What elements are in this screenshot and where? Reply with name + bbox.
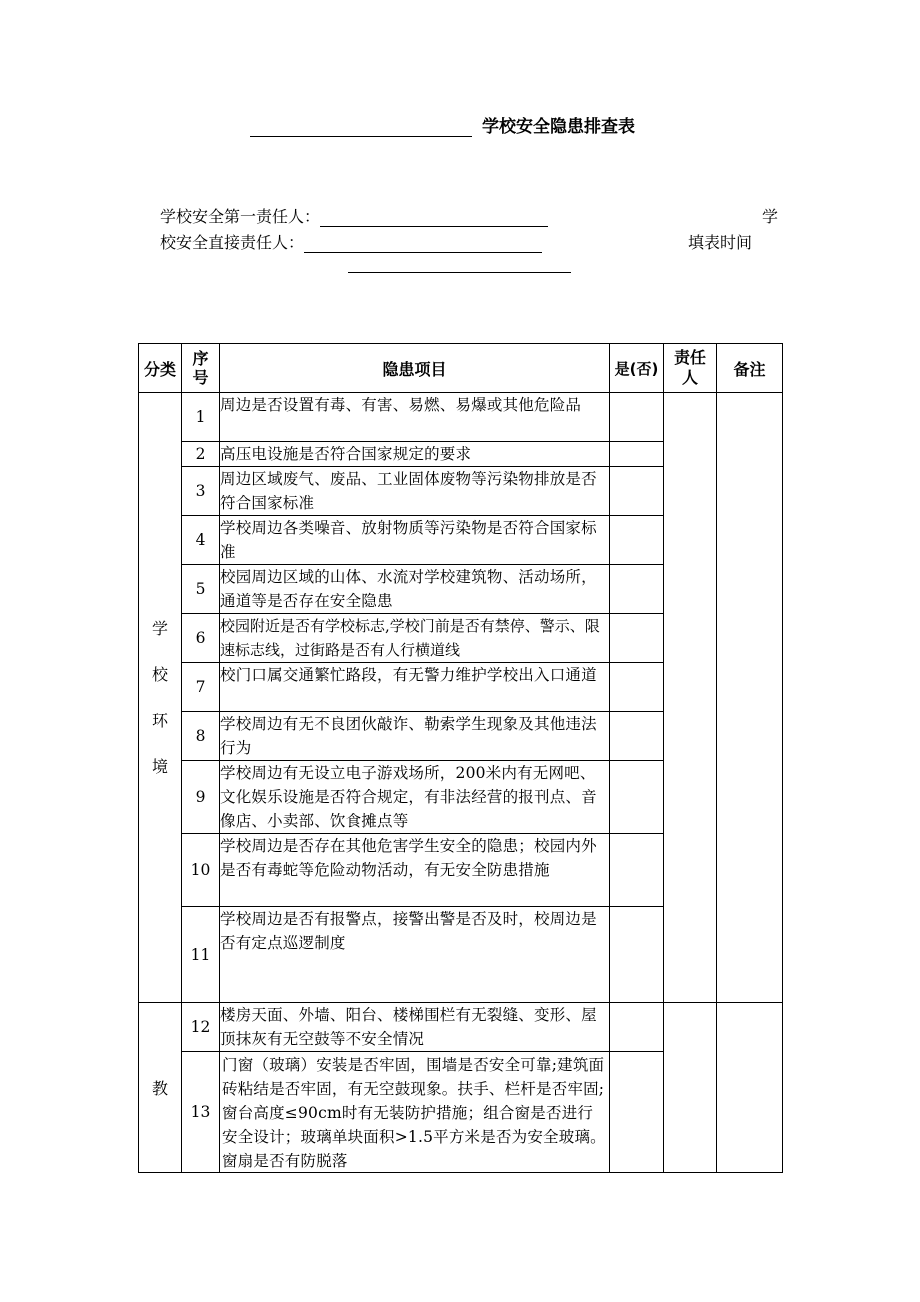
category-char: 境 bbox=[151, 756, 168, 776]
hazard-item-text: 校园周边区域的山体、水流对学校建筑物、活动场所，通道等是否存在安全隐患 bbox=[220, 565, 610, 614]
row-number: 5 bbox=[182, 565, 220, 614]
row-number: 4 bbox=[182, 516, 220, 565]
yes-no-cell[interactable] bbox=[610, 614, 664, 663]
yes-no-cell[interactable] bbox=[610, 712, 664, 761]
row-number: 2 bbox=[182, 442, 220, 467]
category-char: 学 bbox=[151, 618, 168, 638]
hazard-item-text: 校园附近是否有学校标志,学校门前是否有禁停、警示、限速标志线，过街路是否有人行横道线 bbox=[220, 614, 610, 663]
fill-time-line bbox=[348, 254, 571, 273]
yes-no-cell[interactable] bbox=[610, 1052, 664, 1173]
direct-responsible-line bbox=[160, 230, 542, 253]
yes-no-cell[interactable] bbox=[610, 565, 664, 614]
yes-no-cell[interactable] bbox=[610, 393, 664, 442]
table-row bbox=[139, 393, 783, 442]
page-title bbox=[250, 112, 635, 137]
first-responsible-line bbox=[160, 204, 548, 227]
row-number: 7 bbox=[182, 663, 220, 712]
school-name-blank[interactable] bbox=[250, 119, 472, 137]
header-seq-text: 序号 bbox=[192, 349, 209, 387]
hazard-item-text: 学校周边是否有报警点，接警出警是否及时，校周边是否有定点巡逻制度 bbox=[220, 907, 610, 1003]
header-category: 分类 bbox=[139, 344, 182, 393]
row-number: 3 bbox=[182, 467, 220, 516]
yes-no-cell[interactable] bbox=[610, 1003, 664, 1052]
first-responsible-field[interactable] bbox=[320, 210, 548, 227]
yes-no-cell[interactable] bbox=[610, 442, 664, 467]
yes-no-cell[interactable] bbox=[610, 516, 664, 565]
hazard-item-text: 学校周边是否存在其他危害学生安全的隐患；校园内外是否有毒蛇等危险动物活动，有无安全防患措施 bbox=[220, 834, 610, 907]
responsible-cell[interactable] bbox=[664, 393, 717, 1003]
hazard-item-text: 周边区域废气、废品、工业固体废物等污染物排放是否符合国家标准 bbox=[220, 467, 610, 516]
yes-no-cell[interactable] bbox=[610, 467, 664, 516]
row-number: 10 bbox=[182, 834, 220, 907]
row-number: 13 bbox=[182, 1052, 220, 1173]
direct-responsible-label: 校安全直接责任人： bbox=[160, 233, 305, 252]
row-number: 11 bbox=[182, 907, 220, 1003]
header-seq bbox=[182, 344, 220, 393]
table-row bbox=[139, 1003, 783, 1052]
row-number: 6 bbox=[182, 614, 220, 663]
row-number: 1 bbox=[182, 393, 220, 442]
fill-time-label: 填表时间 bbox=[688, 233, 753, 252]
header-item: 隐患项目 bbox=[220, 344, 610, 393]
yes-no-cell[interactable] bbox=[610, 663, 664, 712]
category-char: 环 bbox=[151, 710, 168, 730]
hazard-item-text: 楼房天面、外墙、阳台、楼梯围栏有无裂缝、变形、屋顶抹灰有无空鼓等不安全情况 bbox=[220, 1003, 610, 1052]
hazard-item-text: 学校周边有无不良团伙敲诈、勒索学生现象及其他违法行为 bbox=[220, 712, 610, 761]
first-responsible-label: 学校安全第一责任人： bbox=[160, 207, 321, 226]
header-responsible-text: 责任人 bbox=[673, 348, 706, 387]
hazard-item-text: 高压电设施是否符合国家规定的要求 bbox=[220, 442, 610, 467]
table-header-row bbox=[139, 344, 783, 393]
row-number: 9 bbox=[182, 761, 220, 834]
category-teaching bbox=[139, 1003, 182, 1173]
header-note: 备注 bbox=[717, 344, 783, 393]
header-responsible bbox=[664, 344, 717, 393]
yes-no-cell[interactable] bbox=[610, 834, 664, 907]
category-char: 教 bbox=[151, 1079, 168, 1098]
title-text: 学校安全隐患排查表 bbox=[482, 117, 635, 137]
note-cell[interactable] bbox=[717, 1003, 783, 1173]
direct-responsible-field[interactable] bbox=[304, 236, 542, 253]
hazard-item-text: 学校周边各类噪音、放射物质等污染物是否符合国家标准 bbox=[220, 516, 610, 565]
hazard-item-text: 周边是否设置有毒、有害、易燃、易爆或其他危险品 bbox=[220, 393, 610, 442]
fill-time-field[interactable] bbox=[348, 256, 571, 273]
hazard-item-text-clip: 门窗（玻璃）安装是否牢固，围墙是否安全可靠;建筑面砖粘结是否牢固，有无空鼓现象。扶手、栏杆是否牢固;窗台高度≤90cm时有无装防护措施；组合窗是否进行安全设计；玻璃单块面积>1.5平方米是否为安全玻璃。窗扇是否有防脱落 bbox=[222, 1056, 606, 1170]
hazard-item-text: 学校周边有无设立电子游戏场所，200米内有无网吧、文化娱乐设施是否符合规定，有非法经营的报刊点、音像店、小卖部、饮食摊点等 bbox=[220, 761, 610, 834]
hazard-item-text bbox=[220, 1052, 610, 1173]
header-yes-no: 是(否) bbox=[610, 344, 664, 393]
yes-no-cell[interactable] bbox=[610, 761, 664, 834]
hazard-item-text: 校门口属交通繁忙路段，有无警力维护学校出入口通道 bbox=[220, 663, 610, 712]
yes-no-cell[interactable] bbox=[610, 907, 664, 1003]
responsible-cell[interactable] bbox=[664, 1003, 717, 1173]
row-number: 8 bbox=[182, 712, 220, 761]
row-number: 12 bbox=[182, 1003, 220, 1052]
category-char: 校 bbox=[151, 664, 168, 684]
category-school-environment bbox=[139, 393, 182, 1003]
hazard-table bbox=[138, 343, 783, 1173]
school-prefix-text: 学 bbox=[762, 207, 779, 226]
note-cell[interactable] bbox=[717, 393, 783, 1003]
